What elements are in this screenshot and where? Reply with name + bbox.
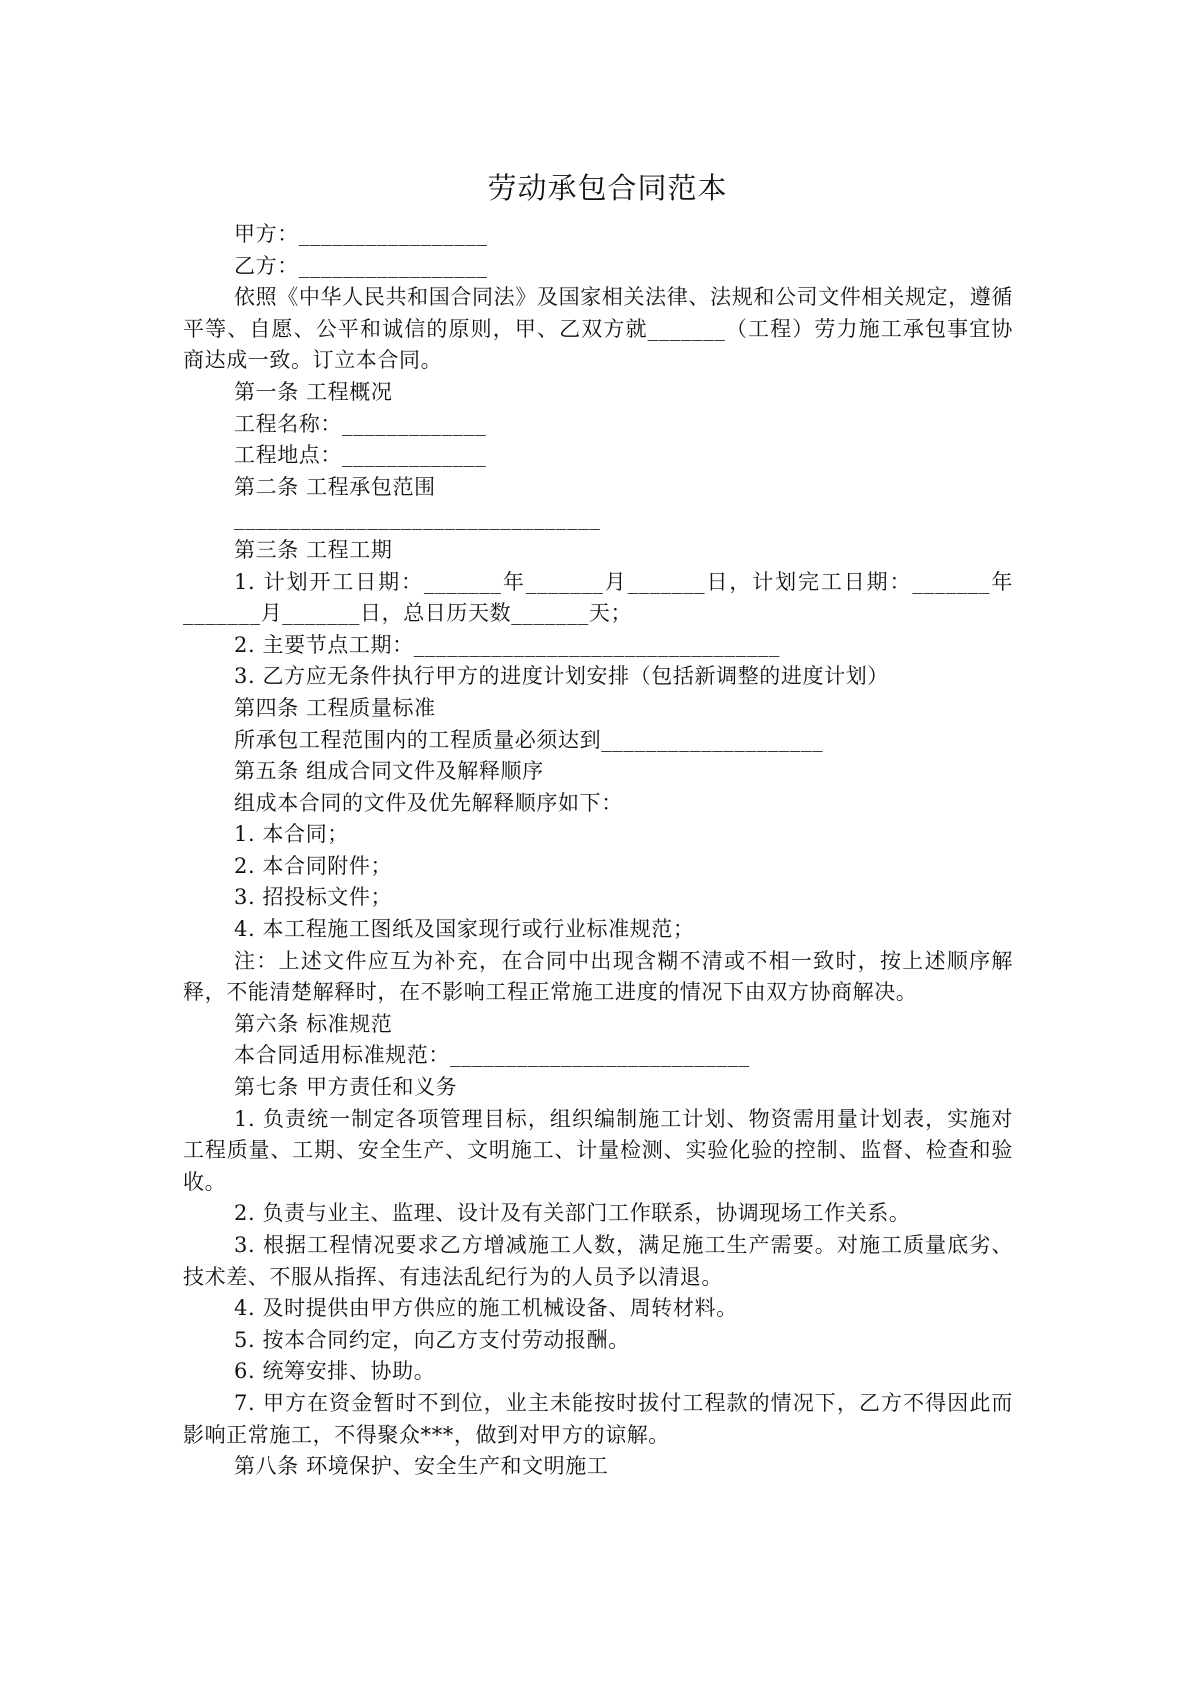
document-line: 1. 本合同； — [234, 822, 349, 847]
document-line: 3. 招投标文件； — [234, 885, 393, 910]
document-line: 所承包工程范围内的工程质量必须达到____________________ — [234, 727, 824, 752]
document-line: 乙方：_________________ — [234, 253, 488, 278]
document-line: 第四条 工程质量标准 — [234, 695, 436, 720]
document-line: 6. 统筹安排、协助。 — [234, 1359, 436, 1384]
document-line: 依照《中华人民共和国合同法》及国家相关法律、法规和公司文件相关规定，遵循平等、自愿、公平和诚信的原则，甲、乙双方就_______（工程）劳力施工承包事宜协商达成一致。订立本合同。 — [183, 285, 1013, 373]
document-line: 4. 及时提供由甲方供应的施工机械设备、周转材料。 — [234, 1296, 738, 1321]
document-line: 1. 计划开工日期：_______年_______月_______日，计划完工日期：_______年_______月_______日，总日历天数_______天； — [183, 569, 1013, 626]
document-title: 劳动承包合同范本 — [487, 171, 728, 205]
document-line: 工程地点：_____________ — [234, 443, 487, 468]
document-line: 3. 乙方应无条件执行甲方的进度计划安排（包括新调整的进度计划） — [234, 664, 889, 689]
document-line: 7. 甲方在资金暂时不到位，业主未能按时拔付工程款的情况下，乙方不得因此而影响正常施工，不得聚众***，做到对甲方的谅解。 — [183, 1390, 1013, 1447]
document-line: 第六条 标准规范 — [234, 1011, 393, 1036]
document-line: 注：上述文件应互为补充，在合同中出现含糊不清或不相一致时，按上述顺序解释，不能清楚解释时，在不影响工程正常施工进度的情况下由双方协商解决。 — [183, 948, 1013, 1005]
document-line: 甲方：_________________ — [234, 222, 488, 246]
document-line: 第七条 甲方责任和义务 — [234, 1075, 458, 1100]
document-line: 第八条 环境保护、安全生产和文明施工 — [234, 1454, 609, 1479]
document-line: 第三条 工程工期 — [234, 537, 393, 562]
document-line: 组成本合同的文件及优先解释顺序如下： — [234, 790, 623, 815]
document-line: 工程名称：_____________ — [234, 411, 487, 436]
document-line: 2. 主要节点工期：_________________________________ — [234, 632, 781, 657]
document-line: 2. 负责与业主、监理、设计及有关部门工作联系，协调现场工作关系。 — [234, 1201, 911, 1226]
document-line: 本合同适用标准规范：___________________________ — [234, 1043, 750, 1068]
document-line: _________________________________ — [234, 506, 601, 531]
document-line: 5. 按本合同约定，向乙方支付劳动报酬。 — [234, 1327, 630, 1352]
document-line: 1. 负责统一制定各项管理目标，组织编制施工计划、物资需用量计划表，实施对工程质量、工期、安全生产、文明施工、计量检测、实验化验的控制、监督、检查和验收。 — [183, 1106, 1013, 1194]
document-line: 2. 本合同附件； — [234, 853, 393, 878]
document-line: 第一条 工程概况 — [234, 379, 393, 404]
document-line: 4. 本工程施工图纸及国家现行或行业标准规范； — [234, 917, 695, 942]
document-line: 3. 根据工程情况要求乙方增减施工人数，满足施工生产需要。对施工质量底劣、技术差、不服从指挥、有违法乱纪行为的人员予以清退。 — [183, 1233, 1013, 1289]
document-body — [183, 219, 1013, 1483]
document-line: 第二条 工程承包范围 — [234, 474, 436, 499]
document-line: 第五条 组成合同文件及解释顺序 — [234, 759, 544, 784]
